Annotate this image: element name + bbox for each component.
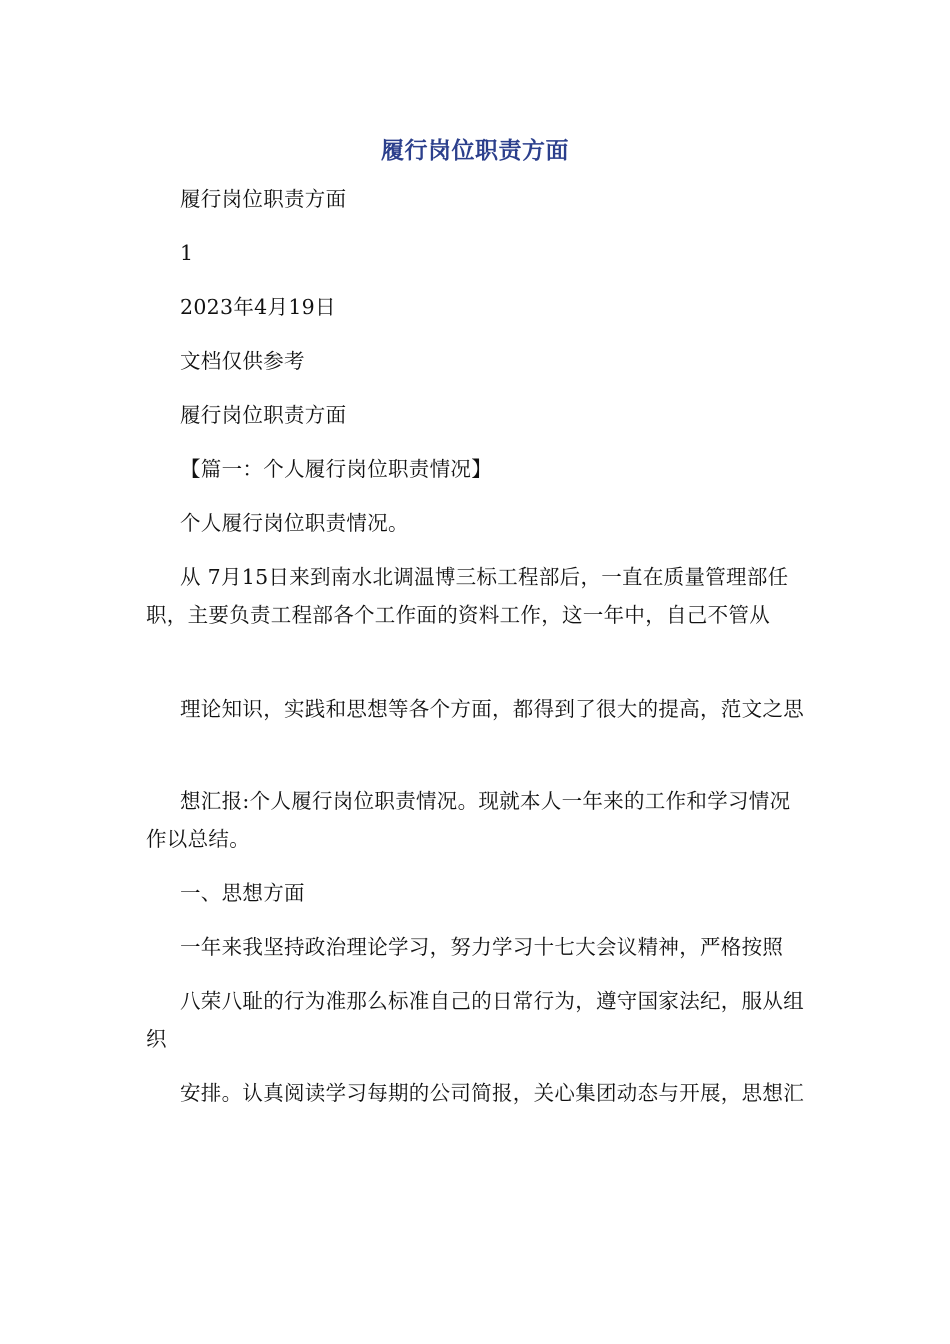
- paragraph-reference-note: 文档仅供参考: [180, 349, 305, 373]
- paragraph-body-1: 从 7月15日来到南水北调温博三标工程部后，一直在质量管理部任职，主要负责工程部各个工作面的资料工作，这一年中，自己不管从: [146, 565, 789, 627]
- paragraph-subheading-thought: 一、思想方面: [180, 881, 305, 905]
- paragraph-page-number: 1: [180, 241, 194, 265]
- paragraph-section-label: 【篇一：个人履行岗位职责情况】: [180, 457, 492, 481]
- paragraph-subtitle: 履行岗位职责方面: [180, 187, 347, 211]
- paragraph-body-6: 安排。认真阅读学习每期的公司简报，关心集团动态与开展，思想汇: [180, 1081, 804, 1105]
- paragraph-body-5: 八荣八耻的行为准那么标准自己的日常行为，遵守国家法纪，服从组织: [146, 989, 804, 1051]
- paragraph-body-3: 想汇报:个人履行岗位职责情况。现就本人一年来的工作和学习情况作以总结。: [146, 789, 791, 851]
- paragraph-section-title: 个人履行岗位职责情况。: [180, 511, 409, 535]
- paragraph-body-2: 理论知识，实践和思想等各个方面，都得到了很大的提高，范文之思: [180, 697, 804, 721]
- document-title: 履行岗位职责方面: [381, 138, 569, 164]
- paragraph-body-4: 一年来我坚持政治理论学习，努力学习十七大会议精神，严格按照: [180, 935, 784, 959]
- paragraph-date: 2023年4月19日: [180, 295, 336, 319]
- paragraph-heading-repeat: 履行岗位职责方面: [180, 403, 347, 427]
